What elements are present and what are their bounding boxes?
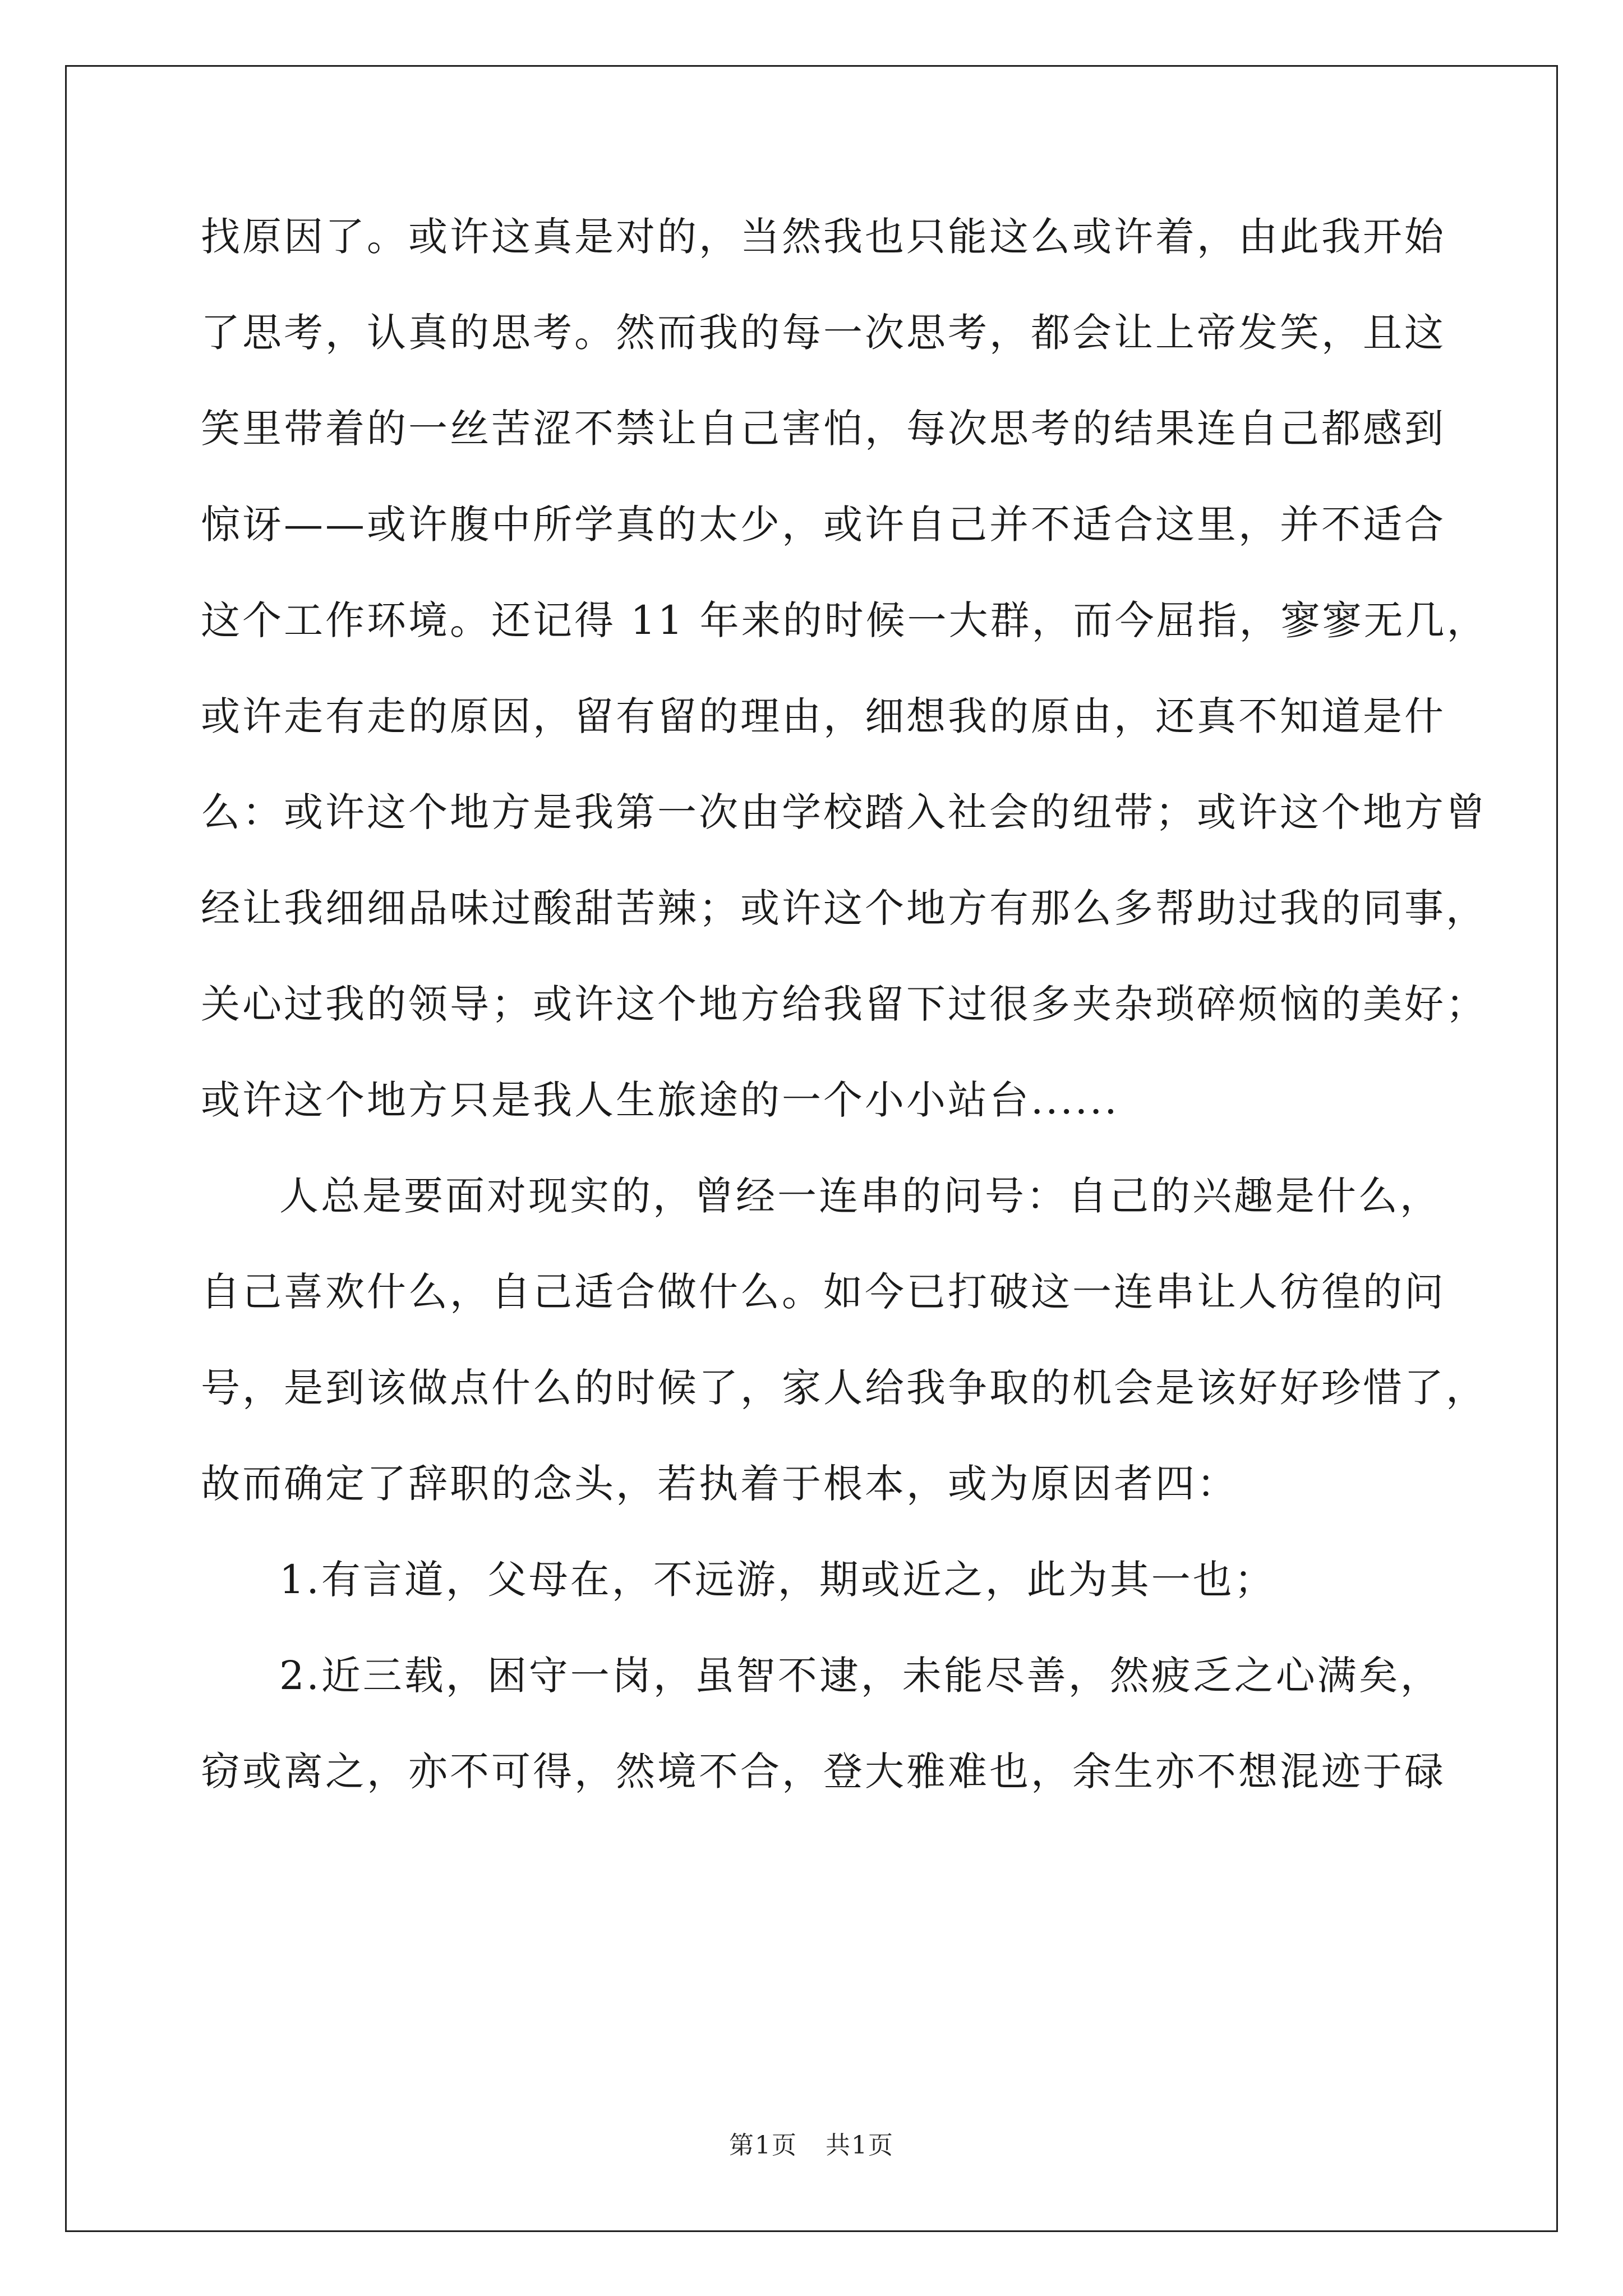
text-line-7: 么：或许这个地方是我第一次由学校踏入社会的纽带；或许这个地方曾 <box>201 789 1487 835</box>
text-line-10: 或许这个地方只是我人生旅途的一个小小站台...... <box>201 1077 1119 1123</box>
text-line-14: 故而确定了辞职的念头，若执着于根本，或为原因者四： <box>201 1461 1238 1507</box>
page-number-current: 第1页 <box>729 2131 797 2160</box>
text-line-16: 2.近三载，困守一岗，虽智不逮，未能尽善，然疲乏之心满矣， <box>279 1653 1442 1699</box>
text-line-2: 了思考，认真的思考。然而我的每一次思考，都会让上帝发笑，且这 <box>201 310 1446 356</box>
text-line-5: 这个工作环境。还记得 11 年来的时候一大群，而今屈指，寥寥无几， <box>201 597 1488 643</box>
text-line-1: 找原因了。或许这真是对的，当然我也只能这么或许着，由此我开始 <box>201 214 1446 260</box>
text-line-4: 惊讶——或许腹中所学真的太少，或许自己并不适合这里，并不适合 <box>201 501 1446 547</box>
text-line-3: 笑里带着的一丝苦涩不禁让自己害怕，每次思考的结果连自己都感到 <box>201 406 1446 452</box>
page-number-total: 共1页 <box>826 2131 894 2160</box>
text-line-15: 1.有言道，父母在，不远游，期或近之，此为其一也； <box>279 1557 1276 1603</box>
text-line-17: 窃或离之，亦不可得，然境不合，登大雅难也，余生亦不想混迹于碌 <box>201 1749 1446 1795</box>
text-line-11: 人总是要面对现实的，曾经一连串的问号：自己的兴趣是什么， <box>279 1173 1441 1219</box>
text-line-9: 关心过我的领导；或许这个地方给我留下过很多夹杂琐碎烦恼的美好； <box>201 981 1487 1027</box>
text-line-12: 自己喜欢什么，自己适合做什么。如今已打破这一连串让人彷徨的问 <box>201 1269 1446 1315</box>
text-line-13: 号，是到该做点什么的时候了，家人给我争取的机会是该好好珍惜了， <box>201 1365 1487 1411</box>
text-line-8: 经让我细细品味过酸甜苦辣；或许这个地方有那么多帮助过我的同事， <box>201 885 1487 931</box>
page-footer <box>0 2129 1623 2162</box>
page-border <box>65 65 1558 2232</box>
text-line-6: 或许走有走的原因，留有留的理由，细想我的原由，还真不知道是什 <box>201 693 1446 739</box>
